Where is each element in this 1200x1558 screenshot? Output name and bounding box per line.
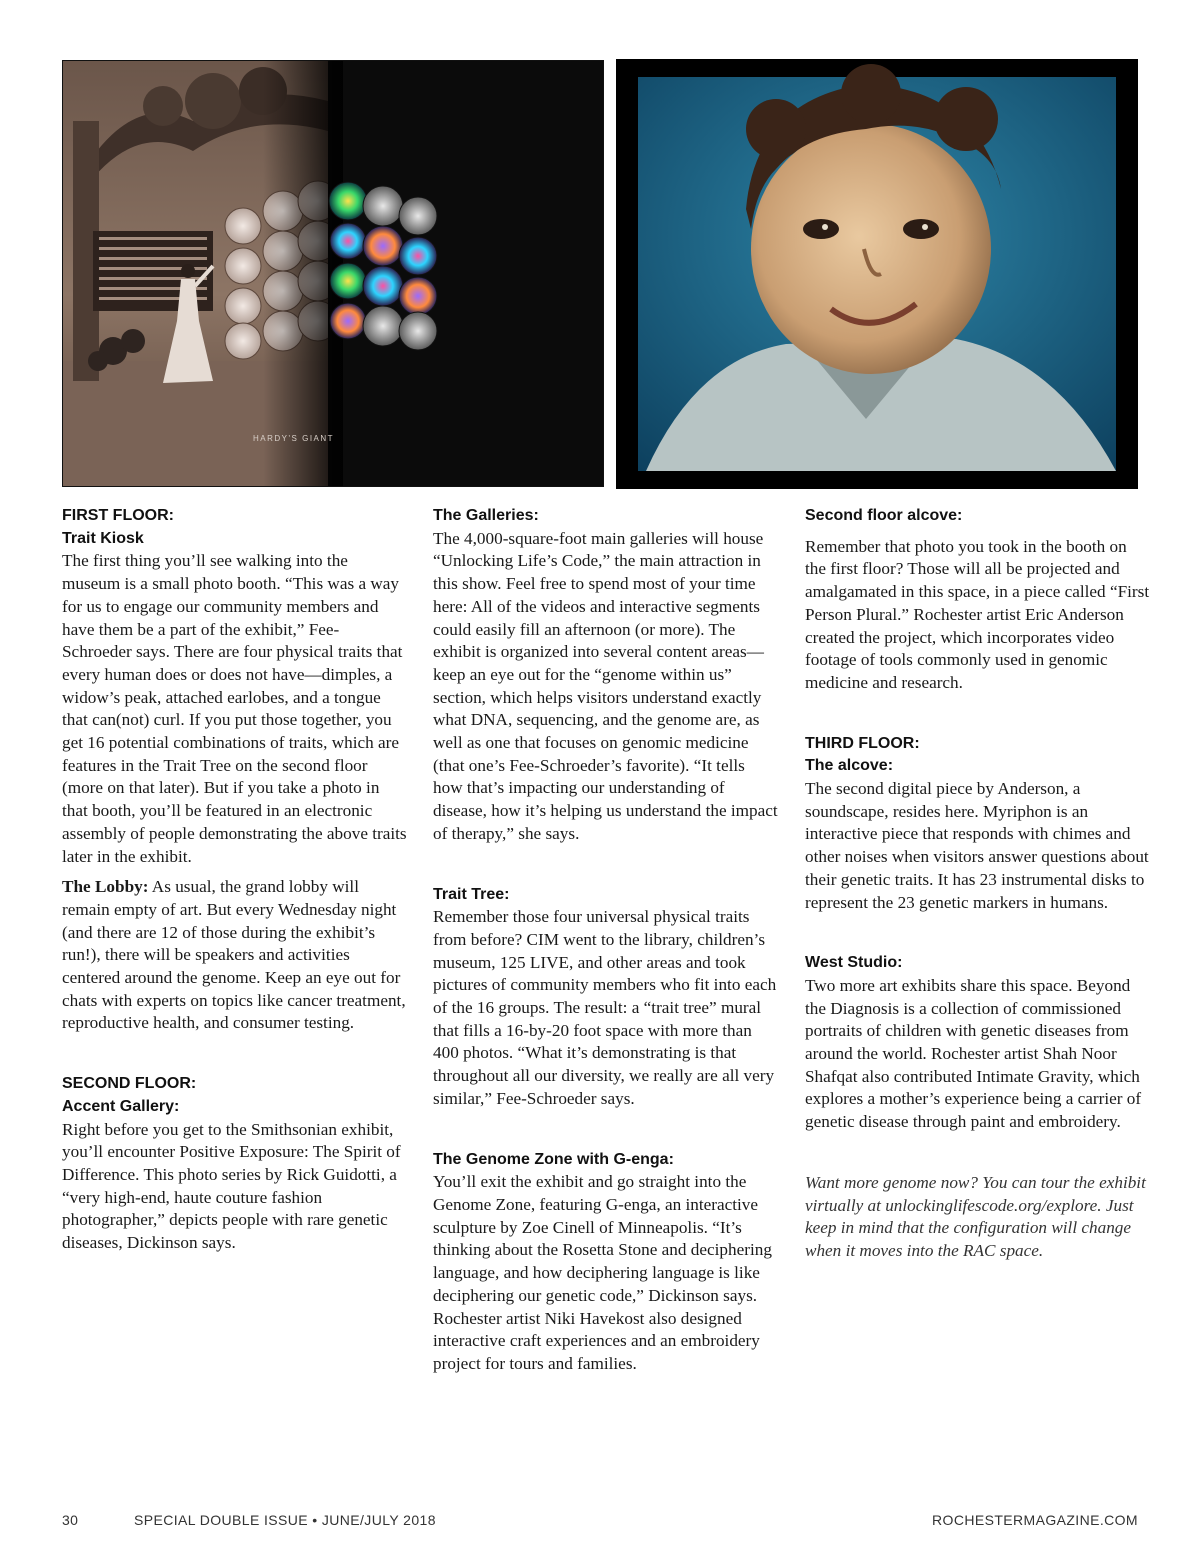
- west-studio-text: Two more art exhibits share this space. Beyond the Diagnosis is a collection of commissioned portraits of children with genetic diseases from around the world. Rochester artist Shah Noor Shafqat also contributed Intimate Gravity, which explores a mother’s experience being a carrier of genetic disease through paint and embroidery.: [805, 975, 1142, 1132]
- lobby-paragraph: [62, 876, 407, 1035]
- column-3: [805, 505, 1150, 1271]
- section-heading-first-floor: FIRST FLOOR:: [62, 507, 174, 524]
- second-floor-alcove-text: Remember that photo you took in the booth on the first floor? Those will all be projected and amalgamated in this space, in a piece called “First Person Plural.” Rochester artist Eric Anderson created the project, which incorporates video footage of tools commonly used in genomic medicine and research.: [805, 536, 1150, 692]
- trait-tree-text: Remember those four universal physical traits from before? CIM went to the library, children’s museum, 125 LIVE, and other areas and took pictures of community members who fit into each of the 16 groups. The result: a “trait tree” mural that fills a 16-by-20 foot space with more than 400 photos. “What it’s demonstrating is that throughout all our diversity, we really are all very similar,” Fee-Schroeder says.: [433, 907, 777, 1108]
- subheading-west-studio: West Studio:: [805, 954, 903, 972]
- page-footer: [62, 1512, 1138, 1532]
- photo-caption: HARDY'S GIANT: [253, 434, 335, 443]
- lobby-lead: The Lobby:: [62, 877, 149, 897]
- issue-label: SPECIAL DOUBLE ISSUE • JUNE/JULY 2018: [134, 1512, 436, 1528]
- subheading-the-alcove: The alcove:: [805, 757, 894, 775]
- subheading-trait-kiosk: Trait Kiosk: [62, 529, 144, 547]
- galleries-text: The 4,000-square-foot main galleries will house “Unlocking Life’s Code,” the main attraction in this show. Feel free to spend most of your time here: All of the videos and interactive segments could easily fill an afternoon (or more). The exhibit is organized into several content areas—keep an eye out for the “genome within us” section, which helps visitors understand exactly what DNA, sequencing, and the genome are, as well as one that focuses on genomic medicine (that one’s Fee-Schroeder’s favorite). “It tells how that’s impacting our understanding of disease, how it’s helping us understand the impact of therapy,” she says.: [433, 528, 778, 843]
- the-alcove-text: The second digital piece by Anderson, a soundscape, resides here. Myriphon is an interactive piece that responds with chimes and other noises when visitors answer questions about their genetic traits. It has 23 instrumental disks to represent the 23 genetic markers in humans.: [805, 779, 1149, 912]
- column-2: [433, 505, 778, 1384]
- subheading-accent-gallery: Accent Gallery:: [62, 1097, 180, 1115]
- genome-zone-text: You’ll exit the exhibit and go straight into the Genome Zone, featuring G-enga, an interactive sculpture by Zoe Cinell of Minneapolis. “It’s thinking about the Rosetta Stone and deciphering language, and how deciphering language is like deciphering our genetic code,” Dickinson says. Rochester artist Niki Havekost also designed interactive craft experiences and an embroidery project for tours and families.: [433, 1172, 772, 1373]
- exhibit-photo-left: [62, 60, 604, 487]
- website-link[interactable]: ROCHESTERMAGAZINE.COM: [932, 1512, 1138, 1528]
- subheading-galleries: The Galleries:: [433, 507, 539, 524]
- subheading-genome-zone: The Genome Zone with G-enga:: [433, 1150, 674, 1168]
- closing-note: Want more genome now? You can tour the exhibit virtually at unlockinglifescode.org/explore. Just keep in mind that the configuration will change when it moves into the RAC space.: [805, 1172, 1146, 1260]
- section-heading-third-floor: THIRD FLOOR:: [805, 734, 920, 752]
- section-heading-second-floor: SECOND FLOOR:: [62, 1075, 197, 1093]
- lobby-text: As usual, the grand lobby will remain empty of art. But every Wednesday night (and there are 12 of those during the exhibit’s run!), there will be speakers and activities centered around the genome. Keep an eye out for chats with experts on topics like cancer treatment, reproductive health, and consumer testing.: [62, 877, 406, 1033]
- subheading-second-floor-alcove: Second floor alcove:: [805, 507, 963, 524]
- accent-gallery-text: Right before you get to the Smithsonian exhibit, you’ll encounter Positive Exposure: The Spirit of Difference. This photo series by Rick Guidotti, a “very high-end, haute couture fashion photographer,” depicts people with rare genetic diseases, Dickinson says.: [62, 1119, 401, 1253]
- subheading-trait-tree: Trait Tree:: [433, 885, 510, 903]
- page-number: 30: [62, 1512, 79, 1528]
- column-1: [62, 505, 407, 1263]
- embroidered-portrait: [616, 59, 1138, 489]
- trait-kiosk-text: The first thing you’ll see walking into the museum is a small photo booth. “This was a way for us to engage our community members and have them be a part of the exhibit,” Fee-Schroeder says. There are four physical traits that every human does or does not have—dimples, a widow’s peak, attached earlobes, and a tongue that can(not) curl. If you put those together, you get 16 potential combinations of traits, which are features in the Trait Tree on the second floor (more on that later). But if you take a photo in that booth, you’ll be featured in an electronic assembly of people demonstrating the above traits later in the exhibit.: [62, 551, 407, 866]
